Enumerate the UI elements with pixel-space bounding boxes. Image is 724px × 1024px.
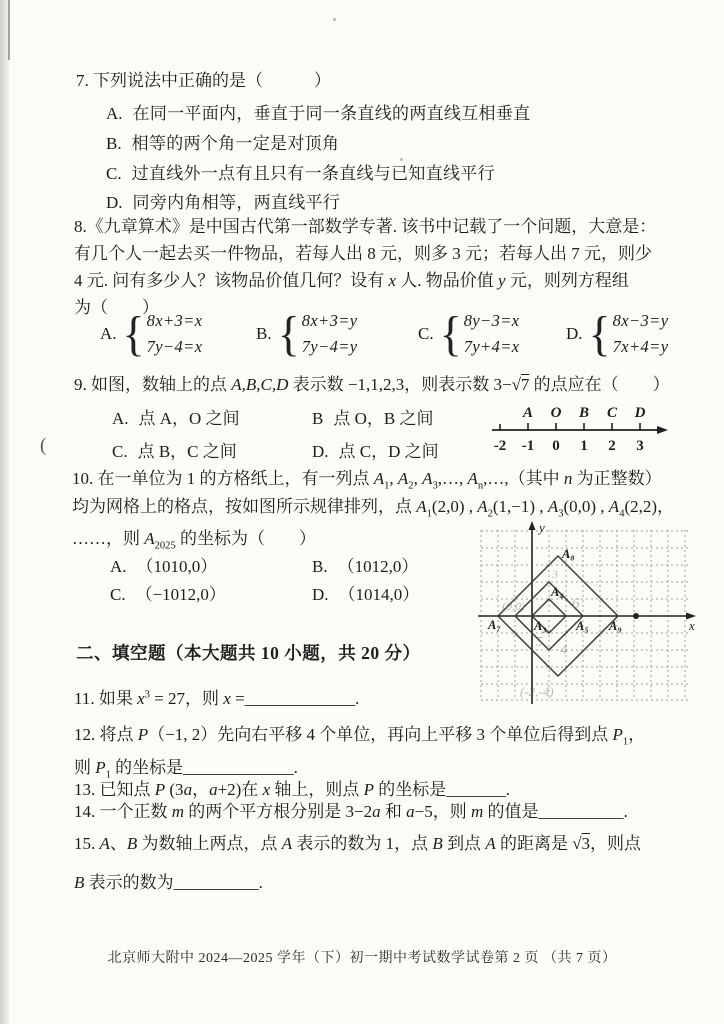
text-segment: 15. <box>74 834 100 853</box>
q12-stem-line2 <box>74 757 298 779</box>
brace-glyph: { <box>439 306 462 361</box>
option-letter: D. <box>312 442 329 461</box>
text-segment: 轴上，则点 <box>270 780 364 799</box>
text-segment: 均为网格上的格点，按如图所示规律排列，点 <box>72 497 417 516</box>
q10-option-d <box>312 584 419 606</box>
text-segment: (3 <box>165 780 184 799</box>
text-segment: 表示的数为 <box>84 873 174 892</box>
text-segment: P <box>612 725 623 744</box>
option-letter: C. <box>110 585 126 604</box>
text-segment: . <box>623 802 628 821</box>
text-segment: 3 <box>144 689 150 701</box>
text-segment: ,…, <box>437 469 468 488</box>
q7-option-a <box>106 103 530 125</box>
text-segment: A <box>485 834 496 853</box>
text-segment: 1 <box>622 736 629 748</box>
option-text: （1010,0） <box>136 557 218 576</box>
q7-stem: 7. 下列说法中正确的是（ ） <box>76 71 331 90</box>
text-segment: A <box>144 529 155 548</box>
text-segment: A <box>547 497 559 516</box>
text-segment: 有几个人一起去买一件物品，若每人出 8 元，则多 3 元；若每人出 7 元，则少 <box>74 244 652 263</box>
q8-option-a <box>100 308 202 359</box>
svg-text:6: 6 <box>572 596 580 612</box>
text-segment: 12. 将点 <box>74 725 138 744</box>
text-segment: 为正整数） <box>572 469 662 488</box>
scan-speck <box>400 158 403 161</box>
option-text: （1014,0） <box>338 585 420 604</box>
option-letter: C. <box>112 442 128 461</box>
text-segment: B <box>432 834 443 853</box>
text-segment: 8.《九章算术》是中国古代第一部数学专著. 该书中记载了一个问题，大意是： <box>74 217 657 236</box>
q8-option-b <box>256 308 358 359</box>
option-text: 点 A，O 之间 <box>138 409 240 428</box>
text-segment: √ <box>572 834 582 853</box>
text-segment: 3 <box>432 480 438 492</box>
text-segment: A <box>416 497 427 516</box>
option-text: 相等的两个角一定是对顶角 <box>131 134 340 153</box>
q8-option-c <box>418 308 520 359</box>
text-segment: A <box>477 497 488 516</box>
numberline-tick-labels <box>494 438 644 454</box>
option-text: 点 O，B 之间 <box>333 409 434 428</box>
text-segment: A <box>281 834 293 853</box>
q15-stem-line1 <box>74 833 641 855</box>
text-segment: A <box>422 469 433 488</box>
svg-text:5: 5 <box>536 635 543 650</box>
text-segment: = 27，则 <box>149 689 224 708</box>
text-segment: 10. 在一单位为 1 的方格纸上，有一列点 <box>72 469 374 488</box>
option-letter: A. <box>106 104 123 123</box>
text-segment: m <box>171 802 185 821</box>
text-segment: （−1, 2）先向右平移 4 个单位，再向上平移 3 个单位后得到点 <box>148 725 613 744</box>
q9-stem <box>74 374 670 396</box>
brace-glyph: { <box>122 306 145 361</box>
text-segment: P <box>363 780 374 799</box>
text-segment: x <box>223 689 231 708</box>
section2-title: 二、填空题（本大题共 10 小题，共 20 分） <box>76 643 421 663</box>
text-segment: __________ <box>538 802 624 821</box>
q10-option-c <box>110 584 226 606</box>
svg-text:3: 3 <box>552 567 558 581</box>
option-letter: C. <box>418 323 434 343</box>
text-segment: 3 <box>581 834 591 853</box>
text-segment: 11. 如果 <box>74 689 138 708</box>
text-segment: ,…,（其中 <box>483 469 564 488</box>
text-segment: , <box>413 469 423 488</box>
q11-stem <box>74 688 359 710</box>
equation: 7y+4=x <box>463 336 520 356</box>
text-segment: n <box>563 469 573 488</box>
equation: 8x+3=y <box>301 311 358 330</box>
svg-text:-2: -2 <box>493 438 507 454</box>
option-text: （1012,0） <box>337 557 419 576</box>
text-segment: _____________ <box>244 689 356 708</box>
text-segment: 表示数 −1,1,2,3，则表示数 3− <box>288 375 512 394</box>
text-segment: 1 <box>105 769 111 781</box>
text-segment: 的两个平方根分别是 3−2 <box>184 802 373 821</box>
text-segment: 3 <box>558 508 564 520</box>
text-segment: 4 <box>619 508 625 520</box>
text-segment: = <box>230 689 245 708</box>
text-segment: P <box>95 758 106 777</box>
option-letter: C. <box>106 164 122 183</box>
svg-text:O: O <box>550 405 562 421</box>
q8-stem-line1 <box>74 216 656 238</box>
option-letter: B. <box>106 134 122 153</box>
text-segment: x <box>137 689 145 708</box>
text-segment: n <box>477 480 484 492</box>
text-segment: . <box>258 873 263 892</box>
text-segment: 1 <box>426 508 432 520</box>
numberline-point-labels <box>522 405 646 421</box>
text-segment: a <box>209 780 218 799</box>
text-segment: 2 <box>487 508 493 520</box>
q15-stem-line2 <box>74 872 263 894</box>
text-segment: a <box>372 802 381 821</box>
svg-text:2: 2 <box>608 438 616 454</box>
text-segment: A <box>373 469 385 488</box>
text-segment: y <box>498 271 506 290</box>
svg-text:3: 3 <box>636 438 644 454</box>
svg-text:A₃: A₃ <box>534 619 547 633</box>
text-segment: B <box>74 873 85 892</box>
text-segment: ， <box>192 780 210 799</box>
equation: 8x−3=y <box>612 311 669 330</box>
text-segment: A <box>99 834 110 853</box>
text-segment: B <box>126 834 138 853</box>
text-segment: A <box>608 497 620 516</box>
text-segment: 表示的数为 1，点 <box>292 834 433 853</box>
text-segment: 2025 <box>154 540 176 552</box>
text-segment: A,B,C,D <box>231 375 289 394</box>
q8-stem-line2 <box>74 243 652 265</box>
option-text: 过直线外一点有且只有一条直线与已知直线平行 <box>131 164 495 183</box>
grid-figure <box>476 520 700 708</box>
svg-text:4: 4 <box>560 642 568 658</box>
text-segment: 9. 如图，数轴上的点 <box>74 375 232 394</box>
option-letter: B. <box>256 323 272 343</box>
text-segment: . <box>505 780 510 799</box>
text-segment: √ <box>511 375 521 394</box>
q8-stem-line3 <box>74 270 629 292</box>
page-footer: 北京师大附中 2024—2025 学年（下）初一期中考试数学试卷第 2 页 （共 7 页） <box>107 951 617 966</box>
y-axis-label: y <box>539 520 545 535</box>
text-segment: +2)在 <box>217 780 263 799</box>
text-segment: (0,0) , <box>563 497 609 516</box>
q7-option-c <box>106 163 495 185</box>
text-segment: 1 <box>384 480 390 492</box>
text-segment: 元，则列方程组 <box>505 271 629 290</box>
text-segment: ，则点 <box>590 834 642 853</box>
option-text: （−1012,0） <box>135 585 226 604</box>
option-letter: A. <box>100 323 117 343</box>
y-axis-arrow-icon <box>529 521 536 530</box>
option-text: 同旁内角相等，两直线平行 <box>132 193 341 212</box>
text-segment: 为（ ） <box>74 298 159 317</box>
text-segment: A <box>467 469 478 488</box>
text-segment: 的坐标是 <box>374 780 447 799</box>
svg-text:A: A <box>522 405 534 421</box>
text-segment: 2 <box>408 480 414 492</box>
numberline-arrow-icon <box>657 426 668 434</box>
q10-option-b <box>312 556 418 578</box>
numberline-figure <box>488 400 673 460</box>
text-segment: 和 <box>380 802 407 821</box>
q10-stem-line3 <box>72 528 316 550</box>
svg-text:1: 1 <box>580 438 588 454</box>
q13-stem <box>74 779 510 801</box>
q12-stem-line1 <box>74 724 645 746</box>
text-segment: 人. 物品价值 <box>396 271 499 290</box>
q8-option-d <box>566 308 668 359</box>
q10-option-a <box>110 556 217 578</box>
q7-option-b <box>106 133 339 155</box>
text-segment: . <box>355 689 360 708</box>
option-letter: B. <box>312 557 328 576</box>
svg-text:A₄: A₄ <box>551 585 564 599</box>
text-segment: 7 <box>520 375 530 394</box>
svg-text:D: D <box>634 405 646 421</box>
option-letter: A. <box>112 409 129 428</box>
equation: 8y−3=x <box>463 311 520 330</box>
option-letter: B <box>312 409 324 428</box>
svg-text:0: 0 <box>552 438 560 454</box>
equation: 8x+3=x <box>146 311 203 330</box>
option-text: 点 B，C 之间 <box>137 442 237 461</box>
text-segment: x <box>262 780 271 799</box>
svg-text:C: C <box>606 405 618 421</box>
text-segment: _______ <box>446 780 506 799</box>
text-segment: 的距离是 <box>495 834 573 853</box>
q14-stem <box>74 801 628 823</box>
brace-glyph: { <box>588 306 611 361</box>
text-segment: 则 <box>74 758 96 777</box>
text-segment: 的值是 <box>483 802 539 821</box>
text-segment: 13. 已知点 <box>74 780 155 799</box>
text-segment: a <box>183 780 193 799</box>
text-segment: 14. 一个正数 <box>74 802 172 821</box>
svg-text:A₇: A₇ <box>488 618 501 632</box>
option-text: 在同一平面内，垂直于同一条直线的两直线互相垂直 <box>132 104 531 123</box>
stray-pen-mark: ( <box>40 435 47 456</box>
option-letter: D. <box>566 323 583 343</box>
text-segment: (1,−1) , <box>492 497 548 516</box>
q9-option-d <box>312 441 439 463</box>
svg-text:A₅: A₅ <box>576 619 589 633</box>
q10-stem-line1 <box>72 468 662 490</box>
text-segment: ， <box>628 725 646 744</box>
text-segment: P <box>137 725 149 744</box>
svg-text:A₉: A₉ <box>609 619 622 633</box>
text-segment: 为数轴上两点，点 <box>137 834 282 853</box>
q9-option-b <box>312 408 433 430</box>
equation: 7x+4=y <box>612 336 669 356</box>
option-letter: D. <box>312 585 329 604</box>
text-segment: _____________ <box>183 758 294 777</box>
svg-text:B: B <box>578 405 590 421</box>
q7-option-d <box>106 192 340 214</box>
scan-edge-line <box>8 0 10 60</box>
option-text: 点 C，D 之间 <box>338 442 439 461</box>
q9-option-a <box>112 408 240 430</box>
text-segment: x <box>388 271 397 290</box>
text-segment: ……，则 <box>72 529 145 548</box>
equation: 7y−4=y <box>301 336 358 356</box>
brace-glyph: { <box>277 306 300 361</box>
text-segment: m <box>470 802 484 821</box>
svg-text:-1: -1 <box>521 438 535 454</box>
text-segment: . <box>293 758 298 777</box>
text-segment: −5，则 <box>414 802 471 821</box>
x-axis-label: x <box>689 618 695 633</box>
scan-edge-shadow <box>0 0 9 1024</box>
svg-text:(0,0): (0,0) <box>502 599 525 613</box>
q10-stem-line2 <box>72 496 674 518</box>
equation: 7y−4=x <box>146 336 203 356</box>
text-segment: 的坐标为（ ） <box>175 529 316 548</box>
text-segment: (2,0) , <box>431 497 478 516</box>
grid-lines <box>481 530 691 700</box>
q9-option-c <box>112 441 237 463</box>
text-segment: 、 <box>109 834 127 853</box>
text-segment: 的坐标是 <box>110 758 184 777</box>
option-letter: D. <box>106 193 123 212</box>
text-segment: 的点应在（ ） <box>529 375 670 394</box>
text-segment: 到点 <box>442 834 486 853</box>
svg-text:(-2,-4): (-2,-4) <box>520 684 554 699</box>
axis-dot <box>633 613 639 619</box>
text-segment: P <box>154 780 166 799</box>
option-letter: A. <box>110 557 127 576</box>
svg-text:A₈: A₈ <box>562 547 575 561</box>
text-segment: , <box>389 469 398 488</box>
text-segment: 4 元. 问有多少人？该物品价值几何？设有 <box>74 271 389 290</box>
scan-speck <box>333 18 336 21</box>
text-segment: (2,2)， <box>624 497 675 516</box>
text-segment: a <box>406 802 415 821</box>
text-segment: A <box>397 469 409 488</box>
text-segment: __________ <box>173 873 259 892</box>
